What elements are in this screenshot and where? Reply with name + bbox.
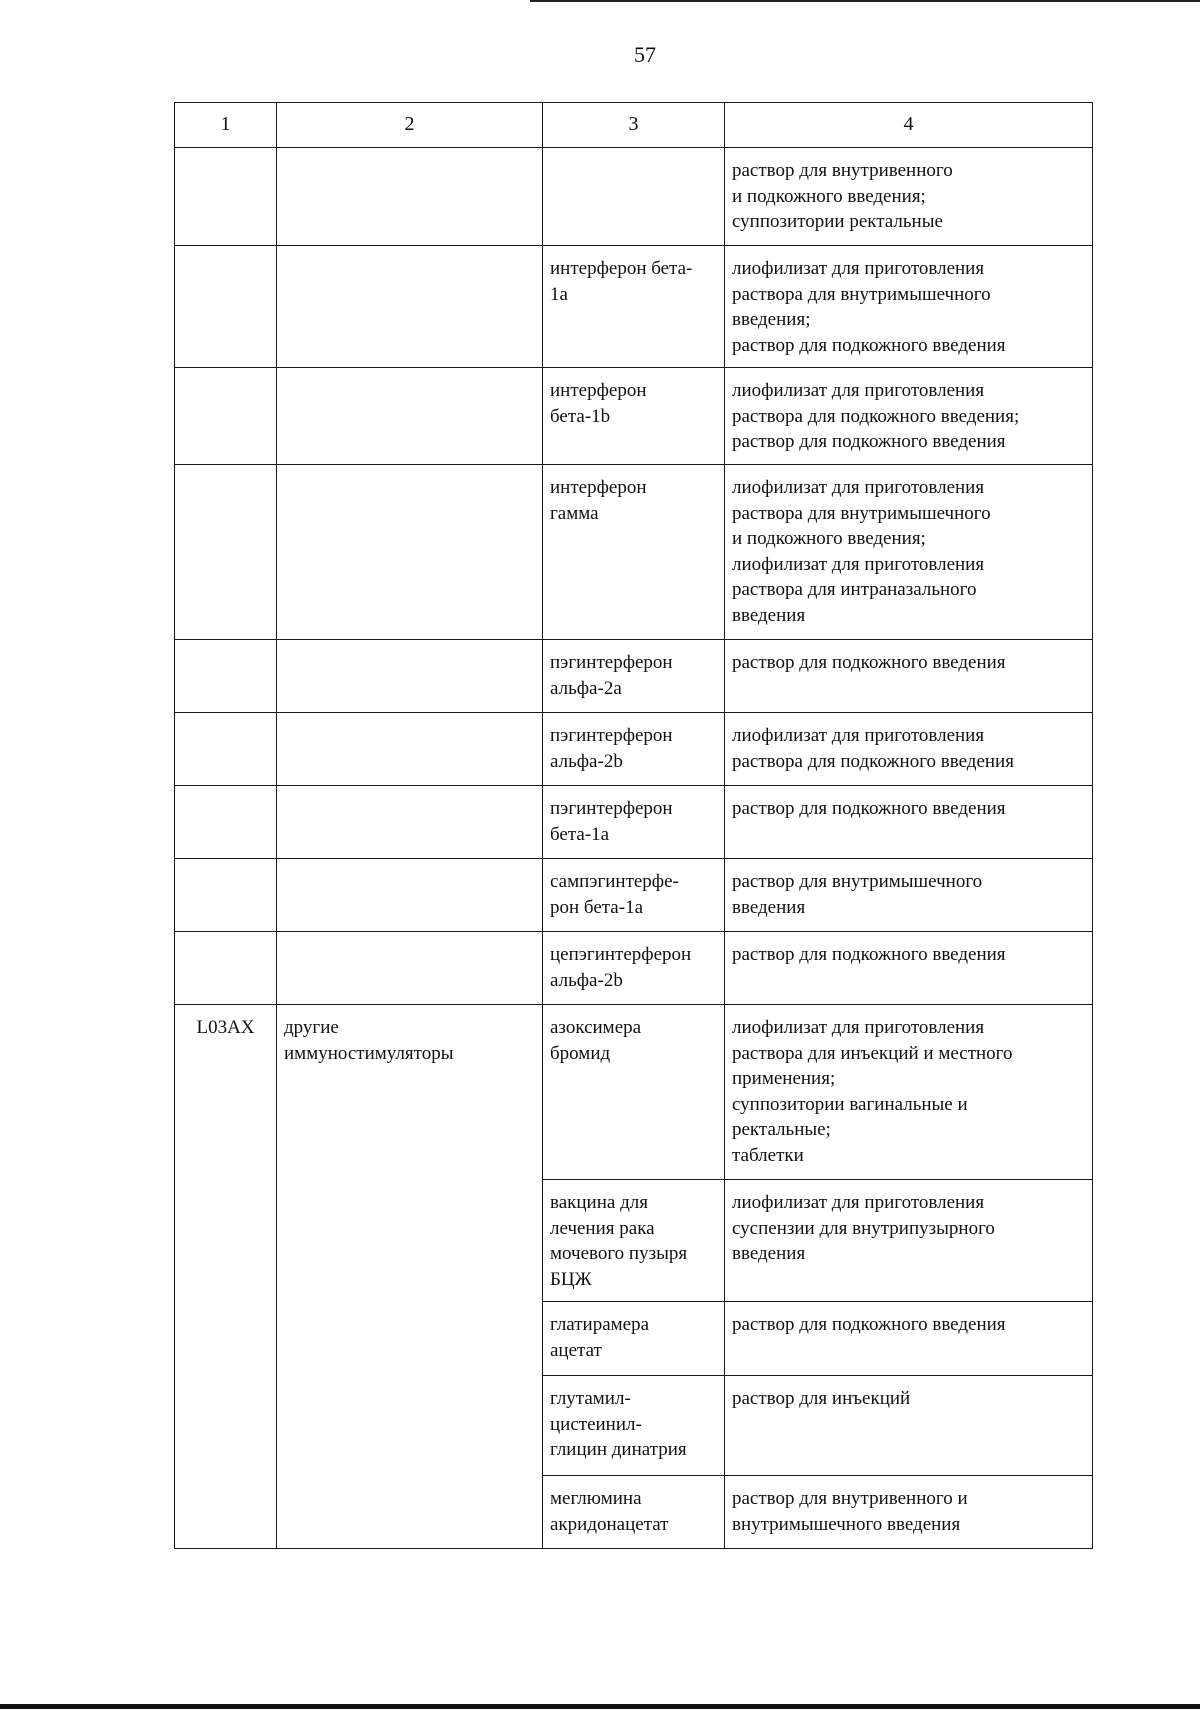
cell-drug-name: глутамил- цистеинил- глицин динатрия	[543, 1376, 725, 1476]
cell-dosage-form: раствор для подкожного введения	[725, 640, 1093, 713]
cell-atc-code: L03AX	[175, 1005, 277, 1549]
top-rule	[530, 0, 1200, 2]
table-row	[175, 368, 1093, 465]
cell-dosage-form: раствор для внутривенного и внутримышечного введения	[725, 1476, 1093, 1549]
cell-group	[277, 713, 543, 786]
bottom-rule	[0, 1704, 1200, 1709]
cell-group	[277, 859, 543, 932]
header-col-1: 1	[175, 103, 277, 148]
cell-dosage-form: лиофилизат для приготовления раствора для внутримышечного введения; раствор для подкожного введения	[725, 246, 1093, 368]
cell-dosage-form: лиофилизат для приготовления раствора для подкожного введения; раствор для подкожного введения	[725, 368, 1093, 465]
cell-code	[175, 786, 277, 859]
cell-code	[175, 932, 277, 1005]
cell-dosage-form: лиофилизат для приготовления суспензии для внутрипузырного введения	[725, 1180, 1093, 1302]
cell-drug-name: пэгинтерферон альфа-2a	[543, 640, 725, 713]
cell-drug-name	[543, 148, 725, 246]
table-row	[175, 932, 1093, 1005]
cell-drug-name: вакцина для лечения рака мочевого пузыря БЦЖ	[543, 1180, 725, 1302]
drug-table	[174, 102, 1093, 1549]
cell-code	[175, 465, 277, 640]
cell-code	[175, 713, 277, 786]
table-row	[175, 1005, 1093, 1180]
cell-code	[175, 640, 277, 713]
cell-group	[277, 465, 543, 640]
cell-dosage-form: раствор для подкожного введения	[725, 932, 1093, 1005]
cell-drug-name: азоксимера бромид	[543, 1005, 725, 1180]
cell-drug-name: интерферон бета-1b	[543, 368, 725, 465]
cell-group	[277, 640, 543, 713]
cell-code	[175, 148, 277, 246]
table-row	[175, 640, 1093, 713]
table-row	[175, 148, 1093, 246]
header-col-3: 3	[543, 103, 725, 148]
cell-group	[277, 246, 543, 368]
cell-group	[277, 368, 543, 465]
cell-dosage-form: раствор для инъекций	[725, 1376, 1093, 1476]
table-row	[175, 713, 1093, 786]
header-col-4: 4	[725, 103, 1093, 148]
cell-group	[277, 932, 543, 1005]
cell-group	[277, 786, 543, 859]
table-header-row	[175, 103, 1093, 148]
cell-drug-name: интерферон бета- 1a	[543, 246, 725, 368]
cell-dosage-form: лиофилизат для приготовления раствора для внутримышечного и подкожного введения; лиофилизат для приготовления раствора для интраназального введения	[725, 465, 1093, 640]
cell-dosage-form: лиофилизат для приготовления раствора для инъекций и местного применения; суппозитории вагинальные и ректальные; таблетки	[725, 1005, 1093, 1180]
cell-dosage-form: раствор для внутривенного и подкожного введения; суппозитории ректальные	[725, 148, 1093, 246]
cell-group-name: другие иммуностимуляторы	[277, 1005, 543, 1549]
table-row	[175, 465, 1093, 640]
cell-code	[175, 368, 277, 465]
table-row	[175, 859, 1093, 932]
cell-group	[277, 148, 543, 246]
cell-drug-name: цепэгинтерферон альфа-2b	[543, 932, 725, 1005]
cell-drug-name: сампэгинтерфе- рон бета-1a	[543, 859, 725, 932]
cell-dosage-form: раствор для внутримышечного введения	[725, 859, 1093, 932]
cell-code	[175, 246, 277, 368]
cell-drug-name: пэгинтерферон бета-1a	[543, 786, 725, 859]
table-row	[175, 786, 1093, 859]
header-col-2: 2	[277, 103, 543, 148]
table-row	[175, 246, 1093, 368]
cell-code	[175, 859, 277, 932]
cell-dosage-form: раствор для подкожного введения	[725, 1302, 1093, 1376]
cell-drug-name: интерферон гамма	[543, 465, 725, 640]
page-number: 57	[634, 42, 656, 67]
cell-dosage-form: раствор для подкожного введения	[725, 786, 1093, 859]
cell-drug-name: пэгинтерферон альфа-2b	[543, 713, 725, 786]
cell-drug-name: меглюмина акридонацетат	[543, 1476, 725, 1549]
cell-drug-name: глатирамера ацетат	[543, 1302, 725, 1376]
cell-dosage-form: лиофилизат для приготовления раствора для подкожного введения	[725, 713, 1093, 786]
